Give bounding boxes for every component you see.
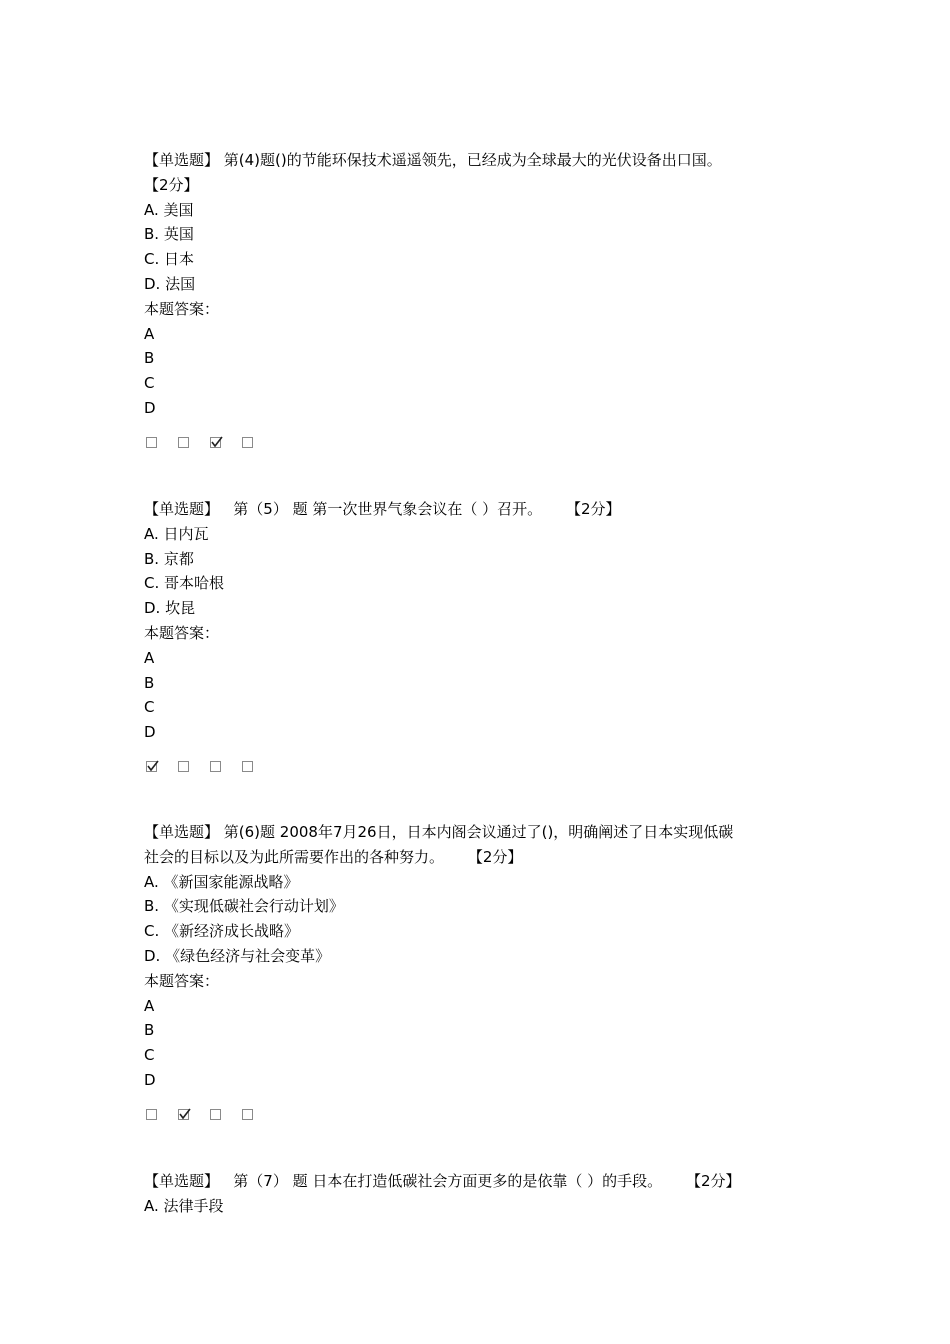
question-text-cont: 社会的目标以及为此所需要作出的各种努力。 【2分】 bbox=[144, 847, 523, 866]
checkbox-a[interactable] bbox=[146, 437, 157, 448]
checkbox-c[interactable] bbox=[210, 1109, 221, 1120]
option-b: B. 英国 bbox=[144, 225, 194, 244]
answer-b: B bbox=[144, 349, 155, 368]
option-d: D. 坎昆 bbox=[144, 599, 196, 618]
question-text: 【单选题】 第(4)题()的节能环保技术遥遥领先，已经成为全球最大的光伏设备出口国。 bbox=[144, 151, 722, 169]
answer-b: B bbox=[144, 673, 155, 692]
question-4 bbox=[144, 148, 824, 451]
answer-c: C bbox=[144, 374, 155, 393]
checkbox-b[interactable] bbox=[178, 761, 189, 772]
answer-checkboxes bbox=[144, 1107, 824, 1123]
checkbox-d[interactable] bbox=[242, 761, 253, 772]
answer-label: 本题答案： bbox=[144, 971, 220, 990]
option-d: D. 法国 bbox=[144, 274, 196, 293]
question-7 bbox=[144, 1169, 824, 1219]
checkbox-a[interactable] bbox=[146, 1109, 157, 1120]
answer-b: B bbox=[144, 1021, 155, 1040]
checkbox-b[interactable] bbox=[178, 1109, 189, 1120]
question-6 bbox=[144, 820, 824, 1123]
option-b: B. 京都 bbox=[144, 549, 194, 568]
answer-c: C bbox=[144, 1046, 155, 1065]
answer-a: A bbox=[144, 648, 155, 667]
question-text: 【单选题】 第（5） 题 第一次世界气象会议在（ ）召开。 【2分】 bbox=[144, 500, 621, 518]
answer-d: D bbox=[144, 723, 156, 742]
checkbox-c[interactable] bbox=[210, 437, 221, 448]
answer-a: A bbox=[144, 996, 155, 1015]
checkmark-icon bbox=[146, 759, 160, 773]
option-c: C. 哥本哈根 bbox=[144, 574, 225, 593]
answer-c: C bbox=[144, 698, 155, 717]
answer-d: D bbox=[144, 398, 156, 417]
question-5 bbox=[144, 497, 824, 775]
question-text: 【单选题】 第(6)题 2008年7月26日，日本内阁会议通过了()，明确阐述了日本实现低碳 bbox=[144, 823, 734, 841]
answer-checkboxes bbox=[144, 759, 824, 775]
checkbox-d[interactable] bbox=[242, 1109, 253, 1120]
question-score: 【2分】 bbox=[144, 175, 199, 194]
answer-d: D bbox=[144, 1070, 156, 1089]
checkbox-d[interactable] bbox=[242, 437, 253, 448]
answer-a: A bbox=[144, 324, 155, 343]
checkbox-c[interactable] bbox=[210, 761, 221, 772]
checkmark-icon bbox=[178, 1107, 192, 1121]
answer-checkboxes bbox=[144, 435, 824, 451]
option-a: A. 美国 bbox=[144, 200, 194, 219]
option-d: D. 《绿色经济与社会变革》 bbox=[144, 946, 331, 965]
question-text: 【单选题】 第（7） 题 日本在打造低碳社会方面更多的是依靠（ ）的手段。 【2分】 bbox=[144, 1172, 741, 1190]
option-a: A. 《新国家能源战略》 bbox=[144, 872, 299, 891]
option-c: C. 《新经济成长战略》 bbox=[144, 922, 300, 941]
checkmark-icon bbox=[210, 435, 224, 449]
option-a: A. 日内瓦 bbox=[144, 524, 209, 543]
option-b: B. 《实现低碳社会行动计划》 bbox=[144, 897, 344, 916]
checkbox-b[interactable] bbox=[178, 437, 189, 448]
answer-label: 本题答案： bbox=[144, 299, 220, 318]
option-c: C. 日本 bbox=[144, 250, 195, 269]
checkbox-a[interactable] bbox=[146, 761, 157, 772]
answer-label: 本题答案： bbox=[144, 623, 220, 642]
option-a: A. 法律手段 bbox=[144, 1196, 224, 1215]
